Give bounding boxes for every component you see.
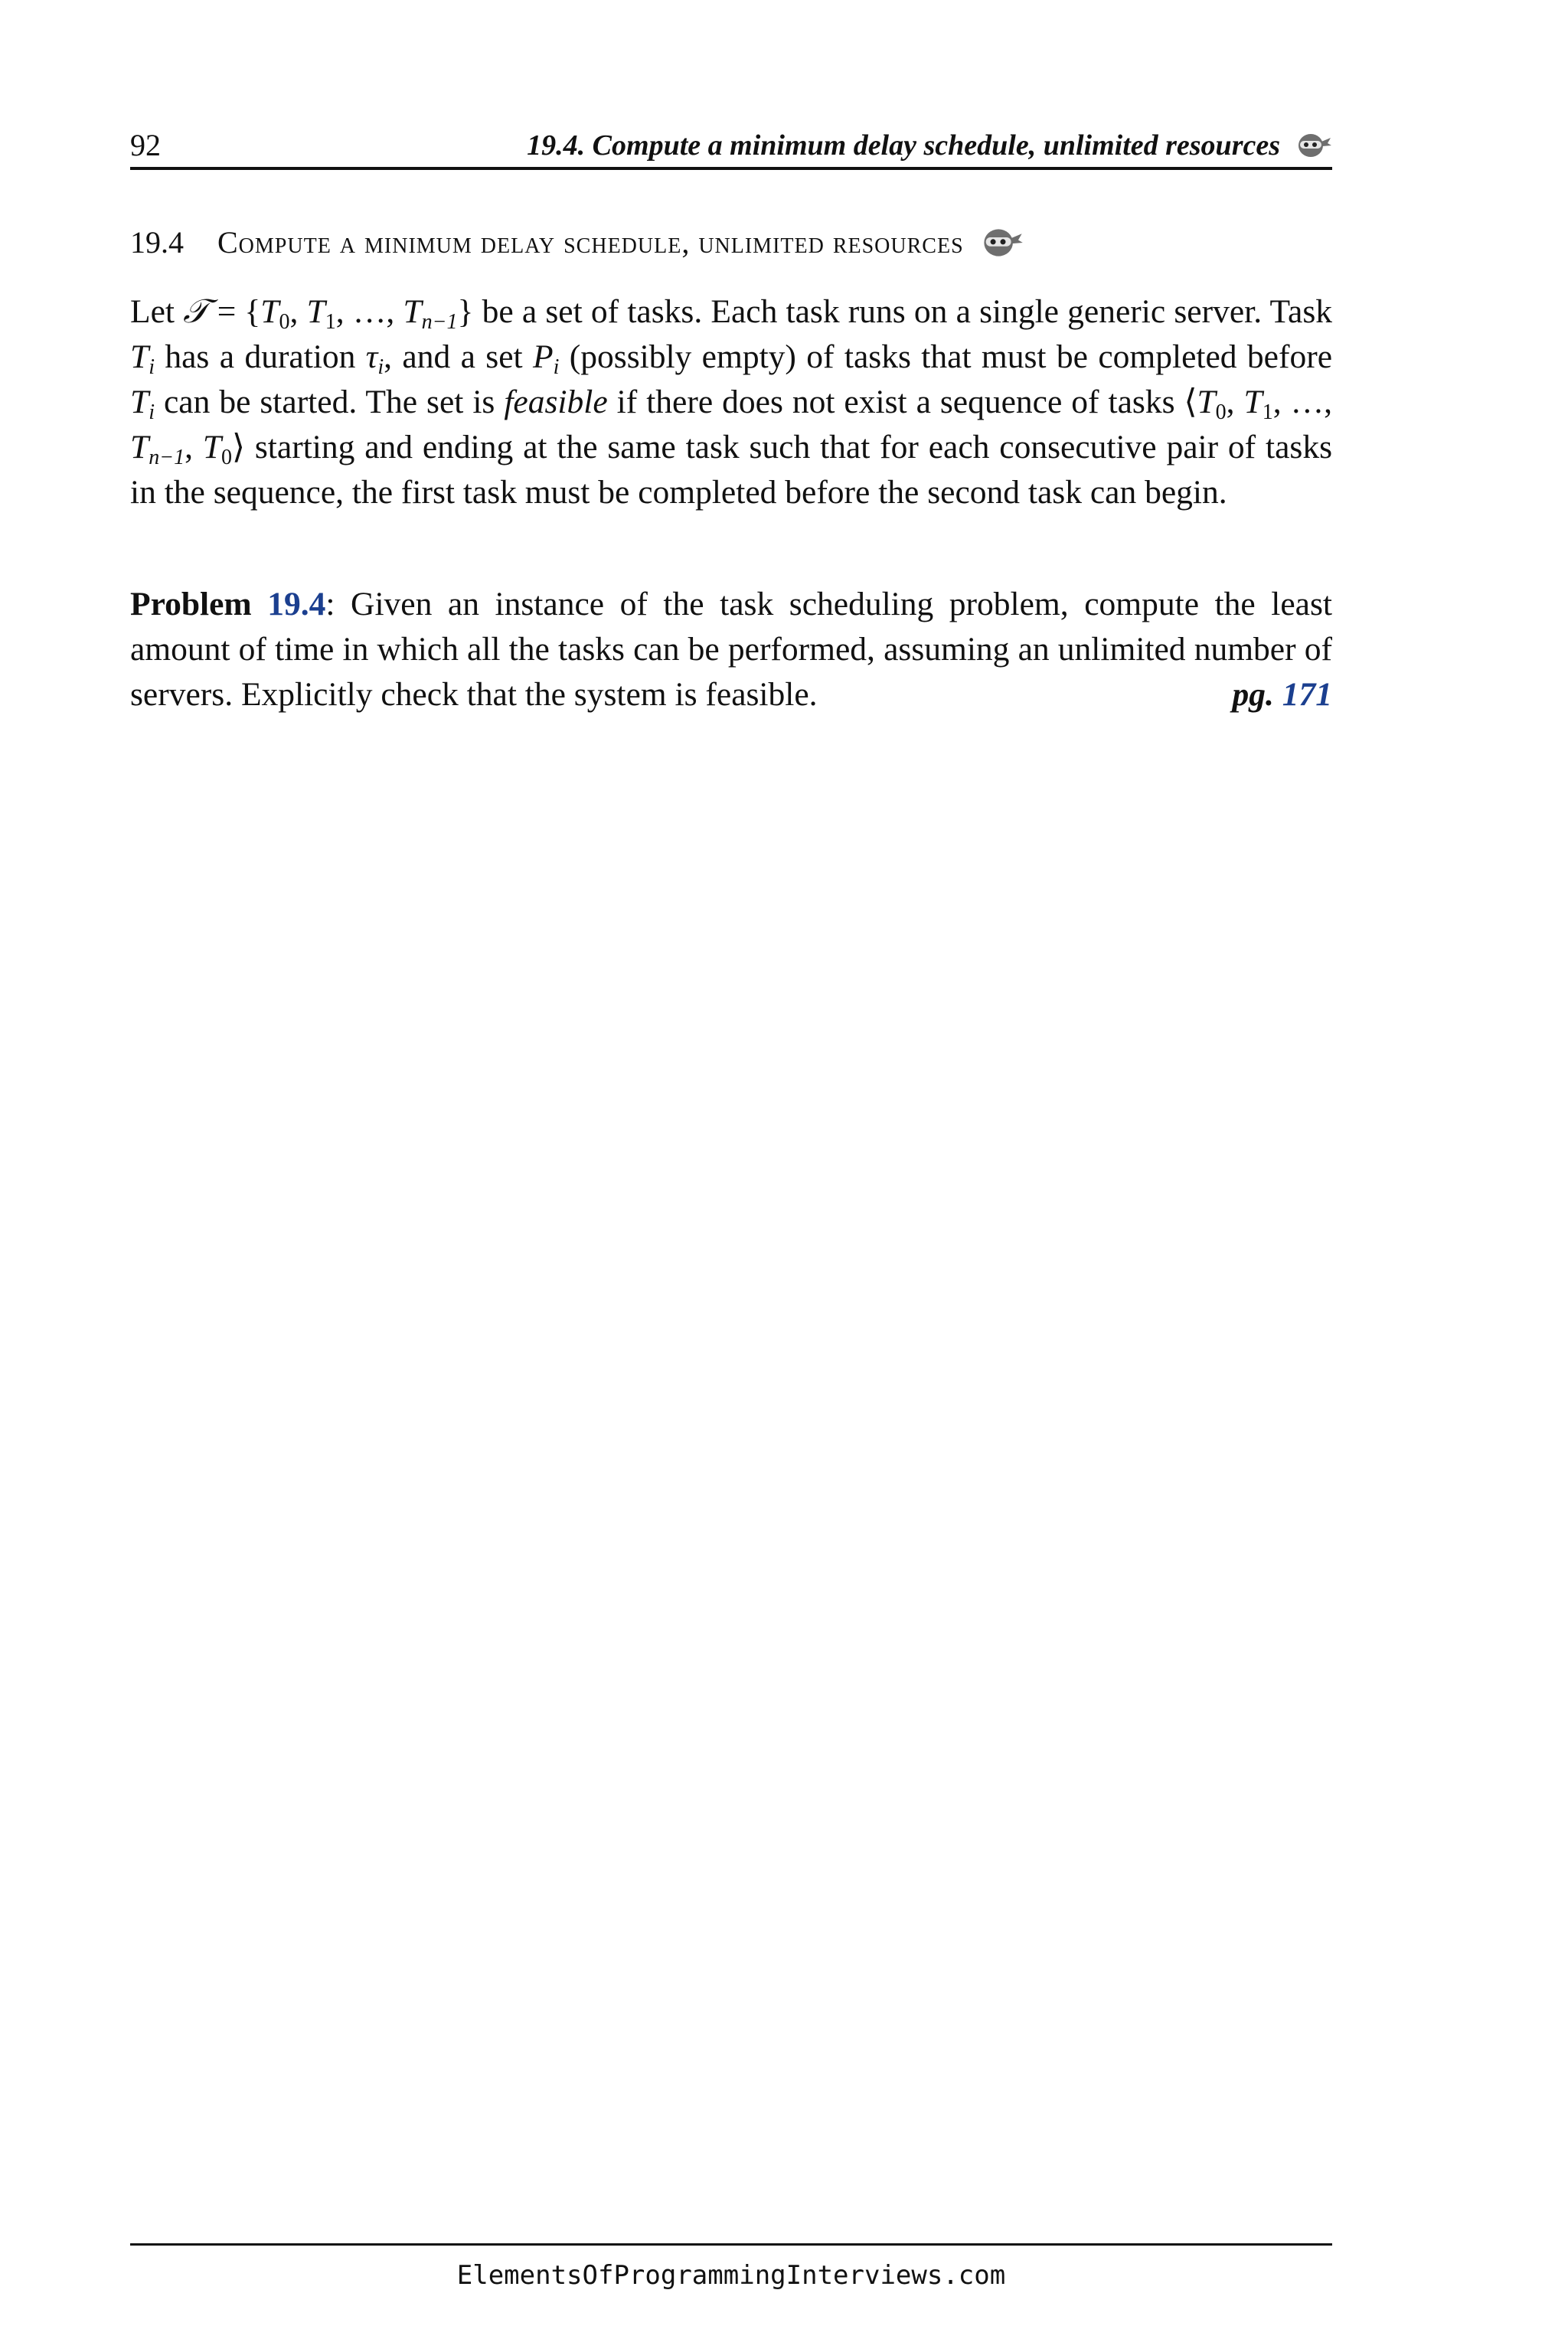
subscript: 1 — [1262, 400, 1273, 424]
task-symbol: T — [130, 338, 149, 375]
task-symbol: T — [306, 293, 325, 330]
task-symbol: T — [202, 429, 222, 466]
text-run: has a duration — [154, 338, 366, 375]
task-symbol: T — [130, 429, 149, 466]
problem-label: Problem — [130, 586, 252, 622]
text-run: can be started. The set is — [154, 384, 505, 420]
footer-site[interactable]: ElementsOfProgrammingInterviews.com — [456, 2260, 1006, 2291]
set-close: } — [457, 293, 474, 330]
section-heading — [130, 220, 1024, 265]
text-run: if there does not exist a sequence of tasks ⟨ — [607, 384, 1197, 420]
subscript: 0 — [1215, 400, 1227, 424]
body-paragraph — [130, 289, 1332, 515]
comma: , — [185, 429, 203, 466]
sequence-close: ⟩ — [232, 429, 246, 466]
running-header — [130, 127, 1332, 170]
subscript: 0 — [279, 310, 290, 334]
task-symbol: T — [130, 384, 149, 420]
term-feasible: feasible — [504, 384, 608, 420]
text-run: starting and ending at the same task such that for each consecutive pair of tasks in the sequence, the first task must be completed before the second task can begin. — [130, 429, 1333, 511]
subscript: i — [149, 400, 155, 424]
text-run: (possibly empty) of tasks that must be completed before — [559, 338, 1332, 375]
set-open: = { — [208, 293, 261, 330]
task-symbol: T — [260, 293, 279, 330]
duration-symbol: τ — [365, 338, 378, 375]
subscript: i — [377, 355, 384, 379]
comma: , — [1226, 384, 1244, 420]
subscript: 0 — [221, 446, 233, 469]
comma: , — [289, 293, 307, 330]
text-run: , and a set — [384, 338, 534, 375]
page-reference — [1233, 672, 1333, 717]
section-title: Compute a minimum delay schedule, unlimited resources — [217, 225, 964, 260]
task-symbol: T — [403, 293, 422, 330]
task-symbol: T — [1243, 384, 1263, 420]
page-ref-prefix: pg. — [1232, 676, 1274, 713]
subscript: i — [149, 355, 155, 379]
subscript: n−1 — [421, 310, 458, 334]
page-ref-link[interactable]: 171 — [1282, 676, 1332, 713]
ninja-icon — [1297, 132, 1332, 158]
footer-rule — [130, 2243, 1332, 2246]
subscript: 1 — [325, 310, 336, 334]
subscript: i — [553, 355, 560, 379]
task-set-symbol: 𝒯 — [183, 293, 209, 330]
comma: , — [335, 293, 353, 330]
task-symbol: T — [1197, 384, 1216, 420]
text-let: Let — [130, 293, 175, 330]
page-number: 92 — [130, 128, 161, 162]
ninja-icon — [982, 227, 1024, 258]
prereq-symbol: P — [533, 338, 554, 375]
subscript: n−1 — [149, 446, 185, 469]
running-title — [527, 127, 1332, 164]
text-run: be a set of tasks. Each task runs on a single generic server. Task — [473, 293, 1333, 330]
comma: , — [1272, 384, 1291, 420]
ellipsis: …, — [1290, 384, 1332, 420]
ellipsis: …, — [352, 293, 403, 330]
running-title-text: 19.4. Compute a minimum delay schedule, unlimited resources — [527, 129, 1280, 162]
section-number: 19.4 — [130, 225, 184, 260]
problem-statement — [130, 582, 1332, 717]
problem-number-link[interactable]: 19.4 — [267, 586, 326, 622]
problem-text: Given an instance of the task scheduling problem, compute the least amount of time in which all the tasks can be performed, assuming an unlimited number of servers. Explicitly check that the system is feasible. — [130, 586, 1332, 713]
problem-colon: : — [325, 586, 351, 622]
